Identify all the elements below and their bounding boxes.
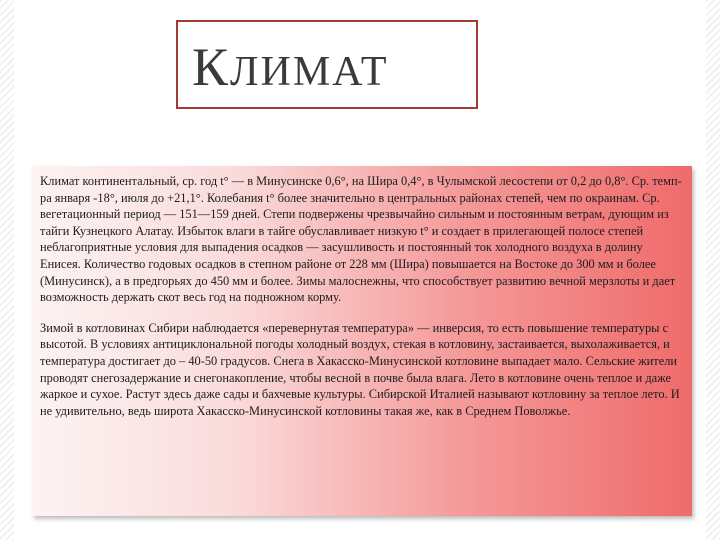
paragraph-climate-overview: Климат континентальный, ср. год t° — в Минусинске 0,6°, на Шира 0,4°, в Чулымской лесостепи от 0,2 до 0,8°. Ср. темп-ра января -18°, июля до +21,1°. Колебания t° более значительно в центральных районах степей, чем по окраинам. Ср. вегетационный период — 151—159 дней. Степи подвержены чрезвычайно сильным и постоянным ветрам, дующим из тайги Кузнецкого Алатау. Избыток влаги в тайге обуславливает низкую t° и создает в прилегающей полосе степей неблагоприятные условия для выпадения осадков — засушливость и постоянный ток холодного воздуха в долину Енисея. Количество годовых осадков в степном районе от 228 мм (Шира) повышается на Востоке до 300 мм и более (Минусинск), а в предгорьях до 450 мм и более. Зимы малоснежны, что способствует развитию вечной мерзлоты и дает возможность держать скот весь год на подножном корму.: [40, 174, 682, 305]
slide-title-initial: К: [192, 37, 231, 97]
slide-title: [192, 37, 389, 97]
left-decorative-stripe: [0, 0, 14, 540]
title-box: [176, 20, 478, 109]
right-decorative-stripe: [706, 0, 720, 540]
content-panel: [32, 166, 692, 516]
slide-title-rest: ЛИМАТ: [230, 49, 389, 95]
paragraph-winter-inversion: Зимой в котловинах Сибири наблюдается «перевернутая температура» — инверсия, то есть повышение температуры с высотой. В условиях антициклональной погоды холодный воздух, стекая в котловину, застаивается, выхолаживается, и температура достигает до – 40-50 градусов. Снега в Хакасско-Минусинской котловине выпадает мало. Сельские жители проводят снегозадержание и снегонакопление, чтобы весной в почве была влага. Лето в котловине очень теплое и даже жаркое и сухое. Растут здесь даже сады и бахчевые культуры. Сибирской Италией называют котловину за теплое лето. И не удивительно, ведь широта Хакасско-Минусинской котловины такая же, как в Среднем Поволжье.: [40, 320, 680, 418]
